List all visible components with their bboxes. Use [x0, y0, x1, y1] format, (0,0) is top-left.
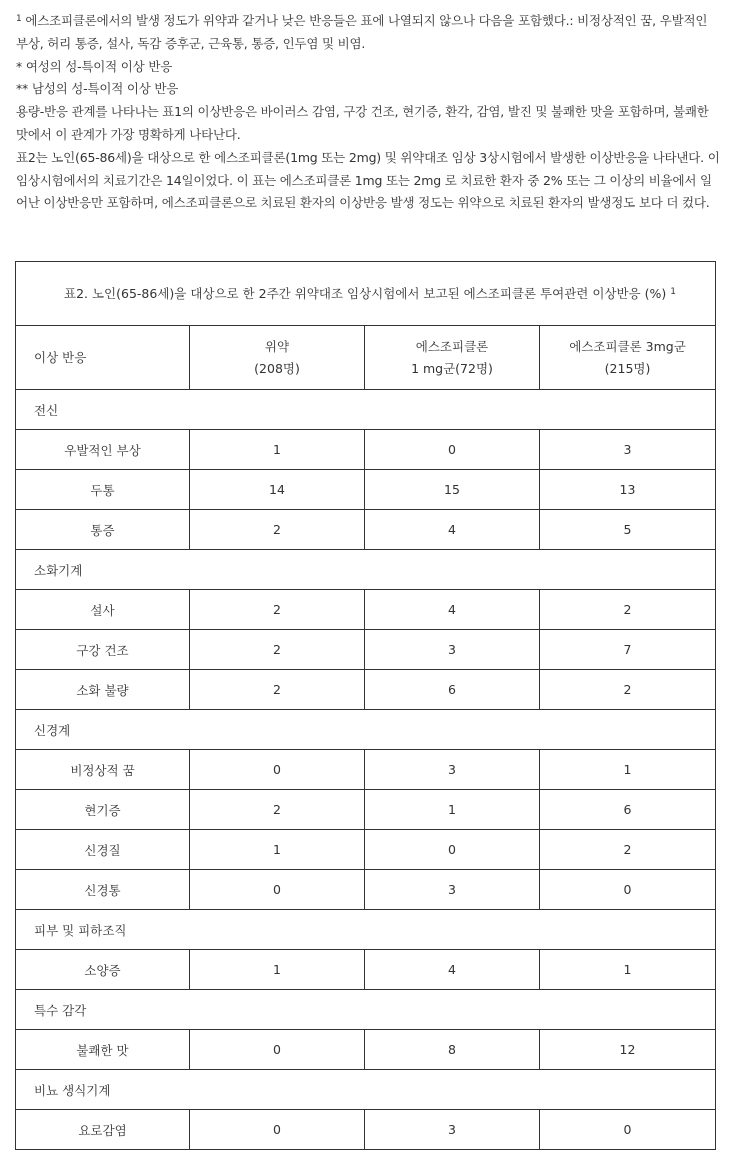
table-caption-sup: 1 [670, 286, 676, 297]
male-note: ** 남성의 성-특이적 이상 반응 [16, 81, 179, 97]
category-label: 소화기계 [16, 550, 716, 590]
value-3mg: 2 [540, 670, 716, 710]
table-row [16, 750, 716, 790]
table-row [16, 630, 716, 670]
value-placebo: 2 [190, 510, 365, 550]
value-1mg: 8 [365, 1030, 540, 1070]
category-row [16, 990, 716, 1030]
value-placebo: 2 [190, 590, 365, 630]
table-row [16, 670, 716, 710]
header-placebo-count: (208명) [254, 360, 300, 376]
value-3mg: 3 [540, 430, 716, 470]
value-1mg: 15 [365, 470, 540, 510]
value-3mg: 1 [540, 950, 716, 990]
category-row [16, 550, 716, 590]
value-1mg: 6 [365, 670, 540, 710]
header-3mg-label: 에스조피클론 3mg군 [569, 338, 686, 354]
reaction-name: 통증 [16, 510, 190, 550]
value-3mg: 7 [540, 630, 716, 670]
category-label: 전신 [16, 390, 716, 430]
value-placebo: 0 [190, 870, 365, 910]
reaction-name: 소화 불량 [16, 670, 190, 710]
category-label: 신경계 [16, 710, 716, 750]
value-3mg: 0 [540, 1110, 716, 1150]
reaction-name: 두통 [16, 470, 190, 510]
table-row [16, 470, 716, 510]
value-1mg: 1 [365, 790, 540, 830]
value-1mg: 0 [365, 430, 540, 470]
table-row [16, 510, 716, 550]
value-placebo: 0 [190, 1110, 365, 1150]
table-row [16, 590, 716, 630]
footnote [16, 10, 721, 56]
dose-response-paragraph: 용량-반응 관계를 나타나는 표1의 이상반응은 바이러스 감염, 구강 건조, 현기증, 환각, 감염, 발진 및 불쾌한 맛을 포함하며, 불쾌한 맛에서 이 관계가 가장 명확하게 나타난다. [16, 104, 709, 142]
reaction-name: 현기증 [16, 790, 190, 830]
category-label: 피부 및 피하조직 [16, 910, 716, 950]
value-1mg: 4 [365, 950, 540, 990]
adverse-reactions-table [15, 261, 716, 1150]
table2-description: 표2는 노인(65-86세)을 대상으로 한 에스조피클론(1mg 또는 2mg) 및 위약대조 임상 3상시험에서 발생한 이상반응을 나타낸다. 이 임상시험에서의 치료기간은 14일이었다. 이 표는 에스조피클론 1mg 또는 2mg 로 치료한 환자 중 2% 또는 그 이상의 비율에서 일어난 이상반응만 포함하며, 에스조피클론으로 치료된 환자의 이상반응 발생 정도는 위약으로 치료된 환자의 발생정도 보다 더 컸다. [16, 149, 720, 211]
table-row [16, 830, 716, 870]
value-placebo: 0 [190, 1030, 365, 1070]
value-3mg: 12 [540, 1030, 716, 1070]
value-placebo: 2 [190, 670, 365, 710]
table-caption-row [16, 262, 716, 326]
header-1mg-label: 에스조피클론 [415, 338, 489, 354]
category-row [16, 710, 716, 750]
reaction-name: 비정상적 꿈 [16, 750, 190, 790]
female-note: * 여성의 성-특이적 이상 반응 [16, 58, 173, 74]
value-1mg: 4 [365, 510, 540, 550]
header-3mg-count: (215명) [604, 360, 651, 376]
table-caption [16, 262, 716, 326]
table-caption-text: 표2. 노인(65-86세)을 대상으로 한 2주간 위약대조 임상시험에서 보고된 에스조피클론 투여관련 이상반응 (%) [64, 285, 667, 301]
value-3mg: 2 [540, 590, 716, 630]
value-1mg: 4 [365, 590, 540, 630]
reaction-name: 우발적인 부상 [16, 430, 190, 470]
reaction-name: 신경질 [16, 830, 190, 870]
table-row [16, 790, 716, 830]
table-row [16, 1110, 716, 1150]
table-row [16, 430, 716, 470]
header-adverse-reaction: 이상 반응 [16, 326, 190, 390]
header-eszopiclone-3mg [540, 326, 716, 390]
value-3mg: 1 [540, 750, 716, 790]
table-row [16, 870, 716, 910]
intro-notes [0, 0, 737, 215]
value-placebo: 1 [190, 830, 365, 870]
value-3mg: 0 [540, 870, 716, 910]
header-eszopiclone-1mg [365, 326, 540, 390]
reaction-name: 불쾌한 맛 [16, 1030, 190, 1070]
value-placebo: 2 [190, 630, 365, 670]
value-3mg: 13 [540, 470, 716, 510]
reaction-name: 구강 건조 [16, 630, 190, 670]
reaction-name: 설사 [16, 590, 190, 630]
category-label: 비뇨 생식기계 [16, 1070, 716, 1110]
category-label: 특수 감각 [16, 990, 716, 1030]
value-1mg: 3 [365, 750, 540, 790]
value-3mg: 2 [540, 830, 716, 870]
adverse-reactions-table-wrapper [15, 261, 715, 1150]
value-1mg: 3 [365, 870, 540, 910]
value-placebo: 0 [190, 750, 365, 790]
category-row [16, 1070, 716, 1110]
value-3mg: 6 [540, 790, 716, 830]
value-placebo: 2 [190, 790, 365, 830]
value-1mg: 3 [365, 1110, 540, 1150]
header-1mg-count: 1 mg군(72명) [411, 360, 493, 376]
category-row [16, 910, 716, 950]
value-placebo: 1 [190, 430, 365, 470]
reaction-name: 요로감염 [16, 1110, 190, 1150]
table-row [16, 1030, 716, 1070]
value-1mg: 3 [365, 630, 540, 670]
value-1mg: 0 [365, 830, 540, 870]
reaction-name: 소양증 [16, 950, 190, 990]
header-placebo [190, 326, 365, 390]
table-row [16, 950, 716, 990]
value-3mg: 5 [540, 510, 716, 550]
value-placebo: 1 [190, 950, 365, 990]
value-placebo: 14 [190, 470, 365, 510]
category-row [16, 390, 716, 430]
table-header-row [16, 326, 716, 390]
footnote-text: 에스조피클론에서의 발생 정도가 위약과 같거나 낮은 반응들은 표에 나열되지 않으나 다음을 포함했다.: 비정상적인 꿈, 우발적인 부상, 허리 통증, 설사, 독감 증후군, 근육통, 통증, 인두염 및 비염. [16, 13, 708, 51]
footnote-mark: 1 [16, 14, 22, 24]
reaction-name: 신경통 [16, 870, 190, 910]
header-placebo-label: 위약 [264, 338, 290, 354]
